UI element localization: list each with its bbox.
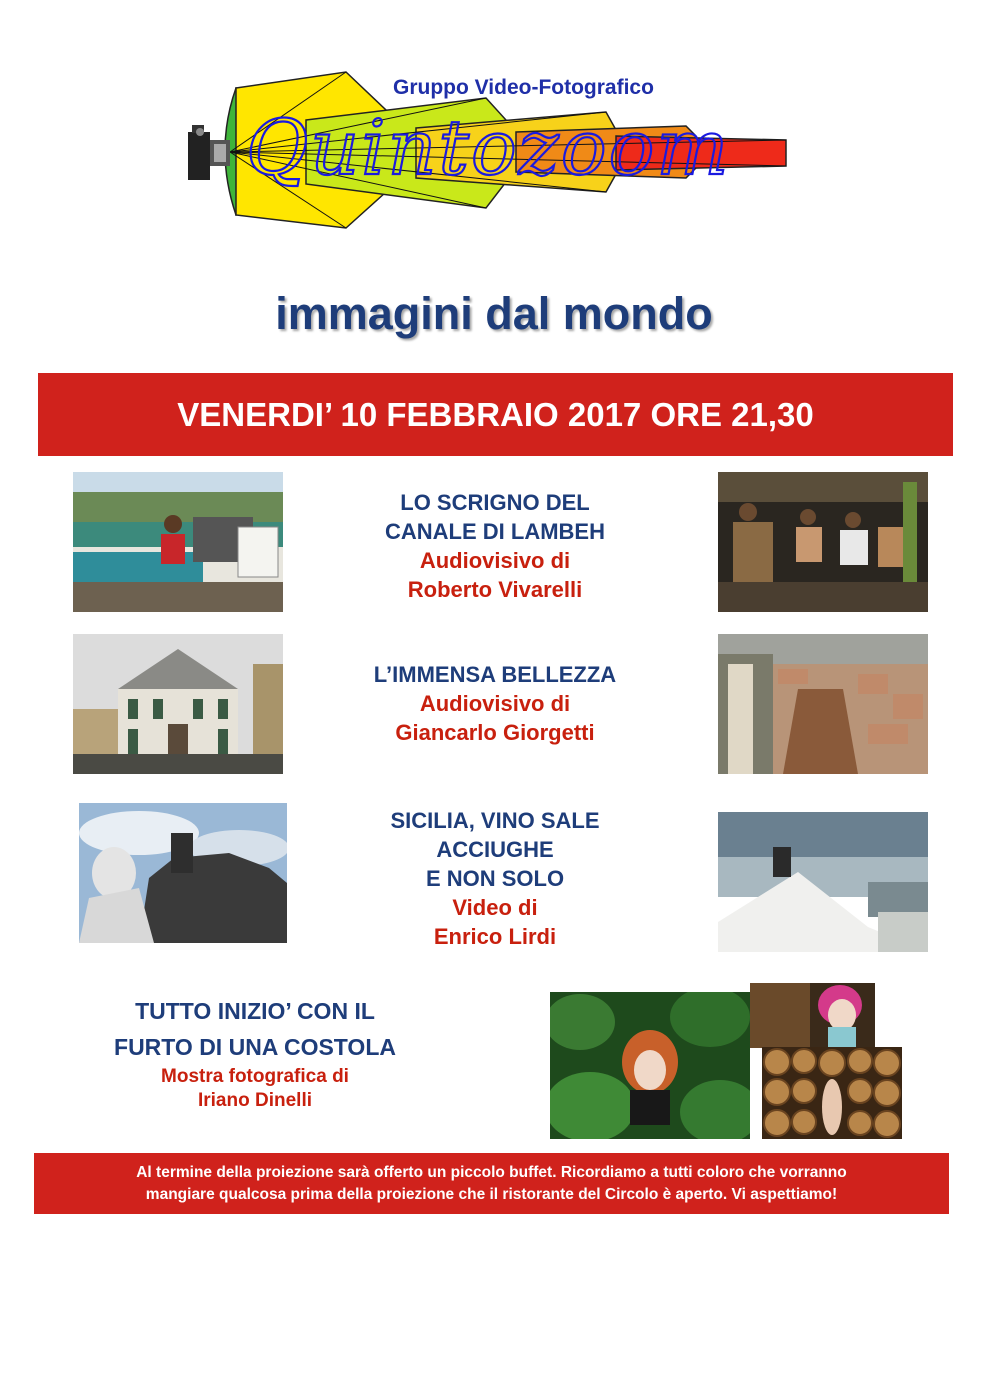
footer-line: mangiare qualcosa prima della proiezione che il ristorante del Circolo è aperto. Vi aspettiamo!: [145, 1185, 838, 1203]
date-banner: [38, 373, 953, 456]
group-name: Gruppo Video-Fotografico: [393, 76, 654, 99]
program-subtitle-line: Giancarlo Giorgetti: [395, 720, 595, 745]
program-item-1: [300, 488, 690, 604]
photo-logs: [762, 1047, 902, 1139]
photo-boat-girl: [73, 472, 283, 612]
camera-icon: [188, 125, 230, 180]
exhibition-subtitle-line: Mostra fotografica di: [161, 1066, 349, 1087]
exhibition-title-line: TUTTO INIZIO’ CON IL: [135, 998, 375, 1024]
program-title-line: LO SCRIGNO DEL: [400, 490, 590, 515]
program-title-line: E NON SOLO: [425, 866, 565, 891]
footer-banner: [34, 1153, 949, 1214]
program-subtitle-line: Enrico Lirdi: [433, 924, 557, 949]
page-title: immagini dal mondo: [275, 288, 713, 339]
program-item-2: [300, 660, 690, 747]
program-subtitle-line: Audiovisivo di: [419, 548, 571, 573]
footer-line: Al termine della proiezione sarà offerto un piccolo buffet. Ricordiamo a tutti coloro che vorranno: [136, 1163, 847, 1181]
program-title-line: SICILIA, VINO SALE: [390, 808, 600, 833]
photo-florence-aerial: [718, 634, 928, 774]
photo-musicians: [718, 472, 928, 612]
photo-baptistery: [73, 634, 283, 774]
program-title-line: L’IMMENSA BELLEZZA: [373, 662, 617, 687]
brand-name: Quintozoom: [246, 103, 731, 192]
program-subtitle-line: Audiovisivo di: [419, 691, 571, 716]
program-subtitle-line: Video di: [452, 895, 538, 920]
photo-castle-statue: [79, 803, 287, 943]
program-title-line: CANALE DI LAMBEH: [385, 519, 605, 544]
program-item-3: [300, 806, 690, 951]
exhibition-item: [60, 993, 450, 1113]
photo-salt-pans: [718, 812, 928, 952]
exhibition-subtitle-line: Iriano Dinelli: [197, 1090, 313, 1111]
event-date: VENERDI’ 10 FEBBRAIO 2017 ORE 21,30: [177, 395, 814, 433]
exhibition-title-line: FURTO DI UNA COSTOLA: [114, 1034, 396, 1060]
program-title-line: ACCIUGHE: [436, 837, 554, 862]
photo-redhead-leaves: [550, 992, 750, 1139]
program-subtitle-line: Roberto Vivarelli: [407, 577, 583, 602]
photo-woman-glasses: [750, 983, 875, 1048]
